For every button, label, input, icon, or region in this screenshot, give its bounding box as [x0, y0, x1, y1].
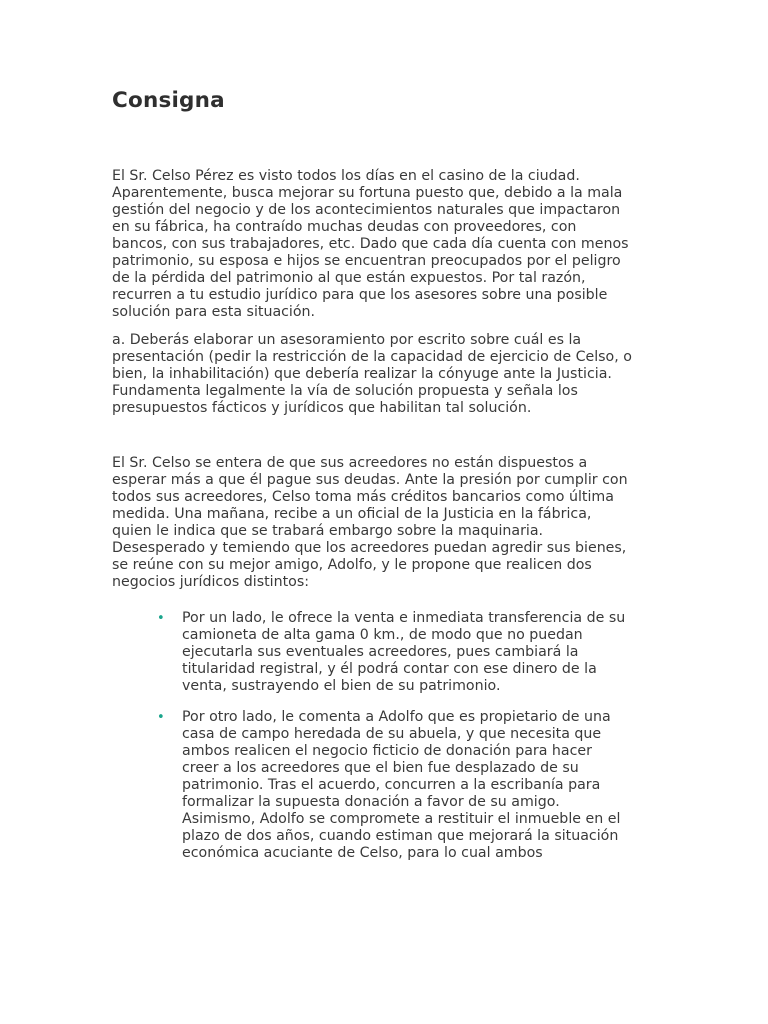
intro-paragraph: El Sr. Celso Pérez es visto todos los días en el casino de la ciudad. Aparentemente, busca mejorar su fortuna puesto que, debido a la mala gestión del negocio y de los acontecimientos naturales que impactaron en su fábrica, ha contraído muchas deudas con proveedores, con bancos, con sus trabajadores, etc. Dado que cada día cuenta con menos patrimonio, su esposa e hijos se encuentran preocupados por el peligro de la pérdida del patrimonio al que están expuestos. Por tal razón, recurren a tu estudio jurídico para que los asesores sobre una posible solución para esta situación.: [112, 168, 629, 320]
document-page: [112, 86, 632, 876]
list-item-text: Por otro lado, le comenta a Adolfo que es propietario de una casa de campo heredada de su abuela, y que necesita que ambos realicen el negocio ficticio de donación para hacer creer a los acreedores que el bien fue desplazado de su patrimonio. Tras el acuerdo, concurren a la escribanía para formalizar la supuesta donación a favor de su amigo. Asimismo, Adolfo se compromete a restituir el inmueble en el plazo de dos años, cuando estiman que mejorará la situación económica acuciante de Celso, para lo cual ambos: [182, 709, 621, 861]
bullet-icon: •: [157, 710, 165, 725]
list-item-text: Por un lado, le ofrece la venta e inmediata transferencia de su camioneta de alta gama 0 km., de modo que no puedan ejecutarla sus eventuales acreedores, pues cambiará la titularidad registral, y él podrá contar con ese dinero de la venta, sustrayendo el bien de su patrimonio.: [182, 610, 626, 694]
bullet-icon: •: [157, 611, 165, 626]
list-item: [157, 709, 632, 862]
bullet-list: [112, 610, 632, 862]
list-item: [157, 610, 632, 695]
scenario-paragraph: El Sr. Celso se entera de que sus acreedores no están dispuestos a esperar más a que él pague sus deudas. Ante la presión por cumplir con todos sus acreedores, Celso toma más créditos bancarios como última medida. Una mañana, recibe a un oficial de la Justicia en la fábrica, quien le indica que se trabará embargo sobre la maquinaria. Desesperado y temiendo que los acreedores puedan agredir sus bienes, se reúne con su mejor amigo, Adolfo, y le propone que realicen dos negocios jurídicos distintos:: [112, 455, 628, 590]
page-title: Consigna: [112, 88, 225, 113]
task-paragraph: a. Deberás elaborar un asesoramiento por escrito sobre cuál es la presentación (pedir la restricción de la capacidad de ejercicio de Celso, o bien, la inhabilitación) que debería realizar la cónyuge ante la Justicia. Fundamenta legalmente la vía de solución propuesta y señala los presupuestos fácticos y jurídicos que habilitan tal solución.: [112, 332, 632, 416]
